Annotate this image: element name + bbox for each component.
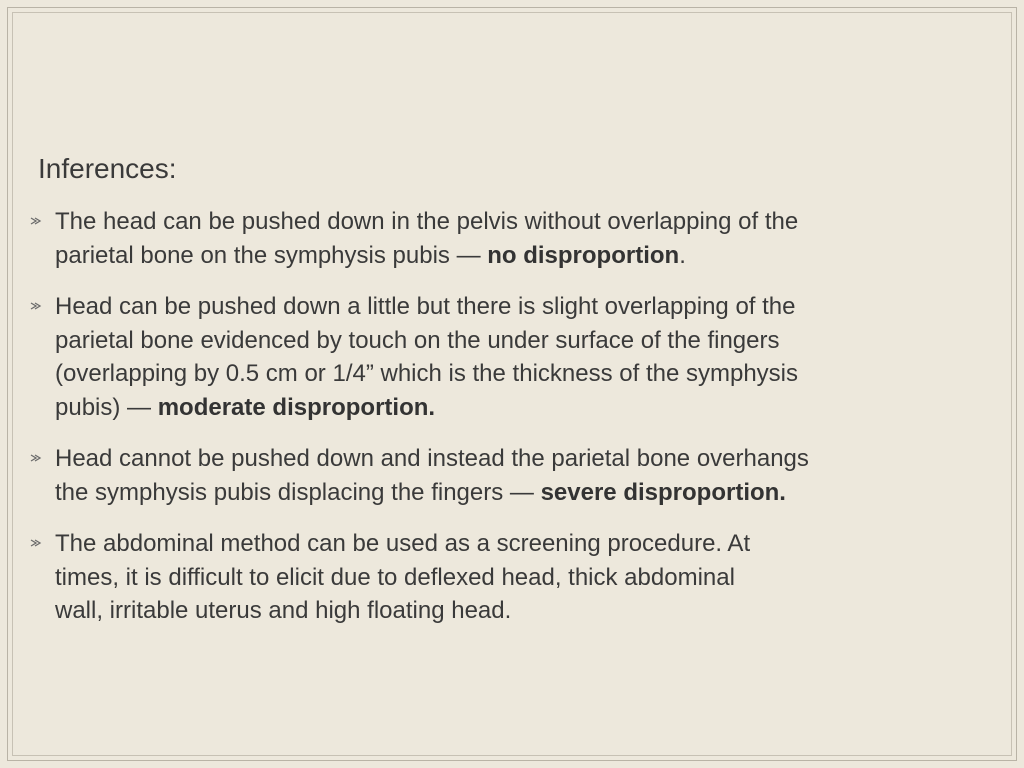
bullet-text-line: parietal bone evidenced by touch on the under surface of the fingers <box>55 326 780 354</box>
bullet-text-line: wall, irritable uterus and high floating head. <box>55 597 512 624</box>
bullet-text-line: Head can be pushed down a little but there is slight overlapping of the <box>55 293 796 320</box>
slide-heading: Inferences: <box>38 153 177 184</box>
bullet-text-line: The abdominal method can be used as a screening procedure. At <box>55 530 751 557</box>
bullet-item <box>30 527 960 628</box>
bullet-text-line: pubis) — moderate disproportion. <box>55 393 436 421</box>
bullet-list <box>30 205 960 628</box>
bullet-item <box>30 290 960 424</box>
bullet-text-line: parietal bone on the symphysis pubis — no disproportion. <box>55 241 686 269</box>
arrow-bullet-icon <box>30 537 42 549</box>
bullet-text-line: Head cannot be pushed down and instead the parietal bone overhangs <box>55 445 809 472</box>
arrow-bullet-icon <box>30 452 42 464</box>
bullet-text-line: The head can be pushed down in the pelvis without overlapping of the <box>55 208 799 235</box>
bullet-item <box>30 205 960 272</box>
bullet-text-line: the symphysis pubis displacing the fingers — severe disproportion. <box>55 478 786 506</box>
bullet-text-line: times, it is difficult to elicit due to deflexed head, thick abdominal <box>55 563 735 591</box>
bullet-text-line: (overlapping by 0.5 cm or 1/4” which is the thickness of the symphysis <box>55 360 798 387</box>
emphasis-text: severe disproportion. <box>540 478 786 506</box>
emphasis-text: no disproportion <box>487 241 680 269</box>
arrow-bullet-icon <box>30 215 42 227</box>
emphasis-text: moderate disproportion. <box>157 393 436 421</box>
bullet-item <box>30 442 960 509</box>
arrow-bullet-icon <box>30 300 42 312</box>
